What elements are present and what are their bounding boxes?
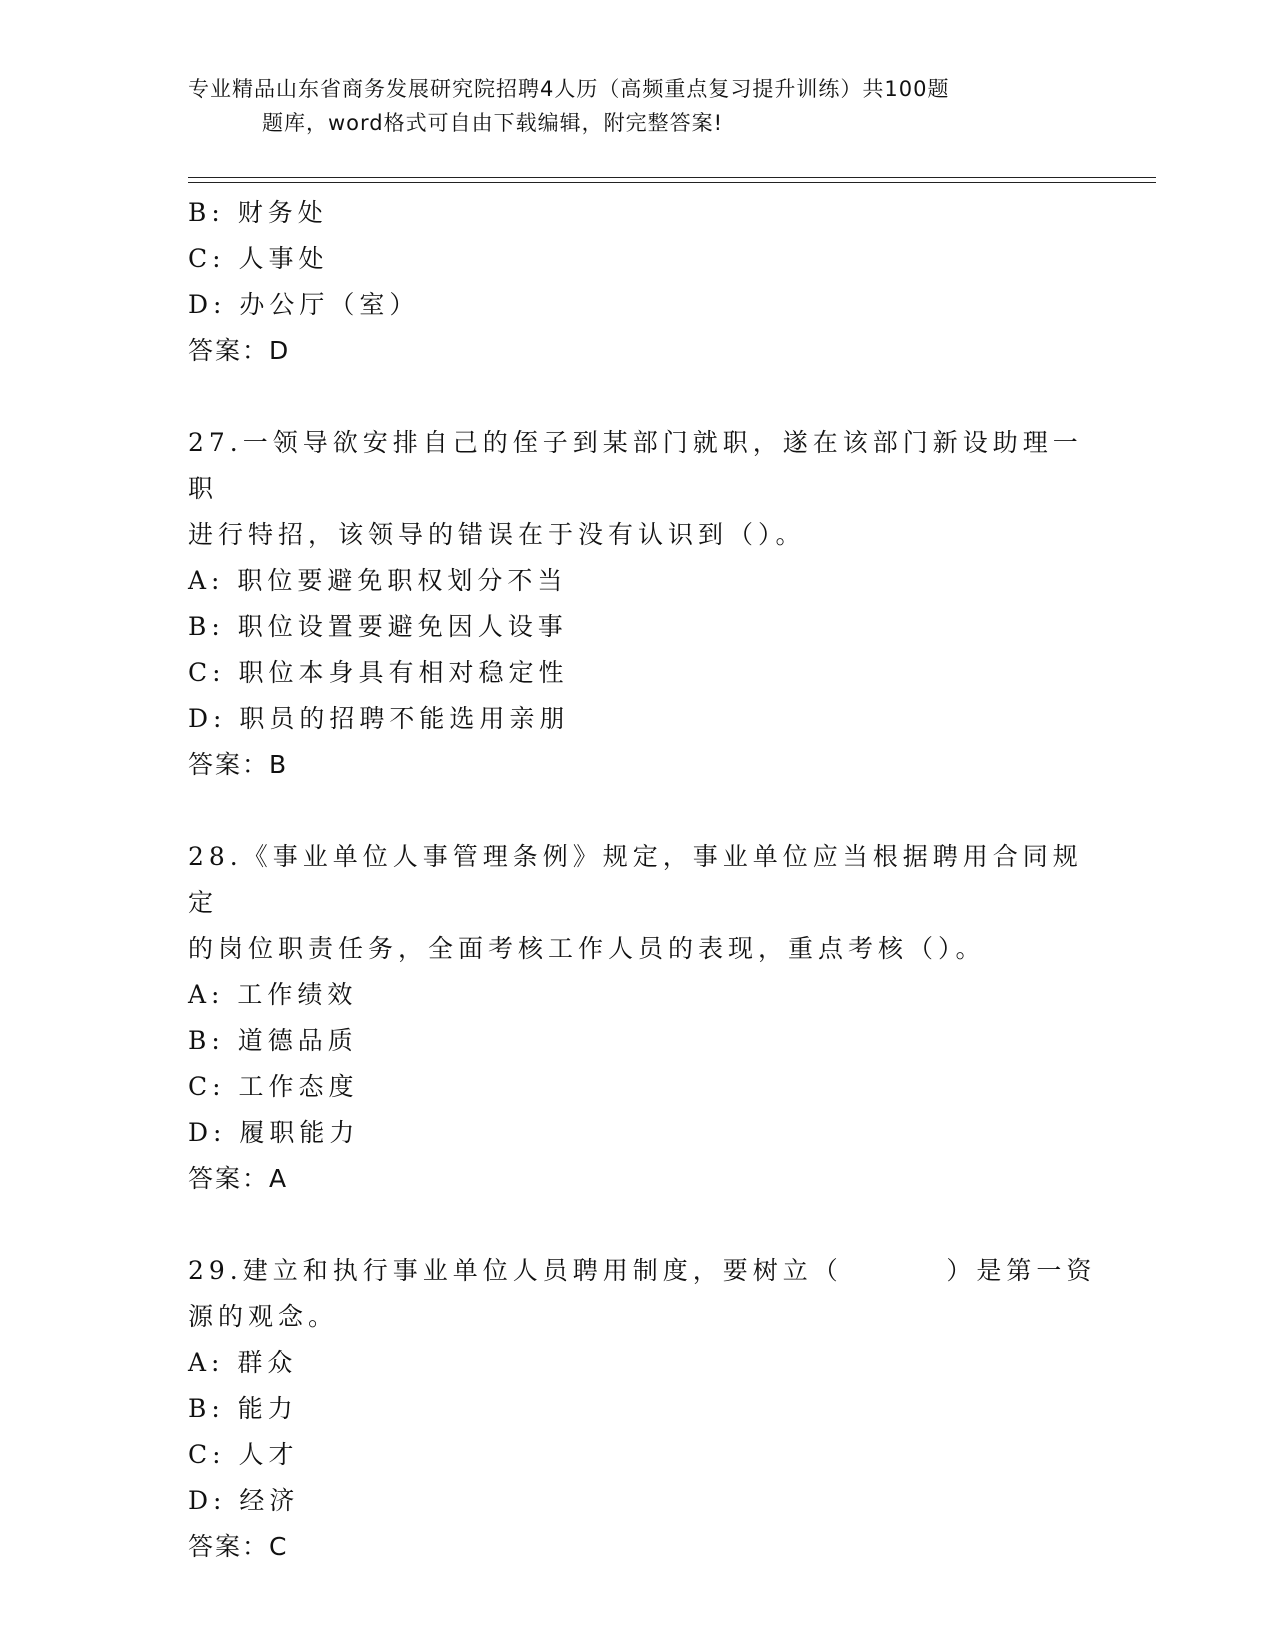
question-text-line-2: 进行特招，该领导的错误在于没有认识到（）。 [188, 520, 806, 549]
option-c: C: 人事处 [188, 244, 329, 273]
header-divider-bottom [188, 182, 1156, 183]
option-d: D: 办公厅（室） [188, 290, 420, 319]
option-d: D: 职员的招聘不能选用亲朋 [188, 704, 570, 733]
question-list [188, 190, 1097, 1570]
question-text-line-1: 29.建立和执行事业单位人员聘用制度，要树立（ ）是第一资 [188, 1256, 1097, 1285]
question-block-29 [188, 1248, 1097, 1570]
question-text-line-2: 的岗位职责任务，全面考核工作人员的表现，重点考核（）。 [188, 934, 986, 963]
answer-line: 答案：D [188, 336, 291, 365]
answer-line: 答案：B [188, 750, 289, 779]
question-block-27 [188, 420, 1088, 788]
option-d: D: 履职能力 [188, 1118, 360, 1147]
question-block-26 [188, 190, 1088, 374]
header-title-line-2: 题库，word格式可自由下载编辑，附完整答案! [262, 111, 724, 135]
question-text-line-1: 28.《事业单位人事管理条例》规定，事业单位应当根据聘用合同规定 [188, 842, 1083, 917]
option-b: B: 能力 [188, 1394, 298, 1423]
question-text-line-2: 源的观念。 [188, 1302, 339, 1331]
option-a: A: 群众 [188, 1348, 298, 1377]
option-c: C: 工作态度 [188, 1072, 359, 1101]
option-b: B: 道德品质 [188, 1026, 358, 1055]
question-text-line-1: 27.一领导欲安排自己的侄子到某部门就职，遂在该部门新设助理一职 [188, 428, 1083, 503]
option-c: C: 人才 [188, 1440, 299, 1469]
question-text [188, 834, 1088, 972]
header-divider-top [188, 177, 1156, 178]
question-text [188, 1248, 1097, 1340]
document-header [188, 72, 1088, 140]
question-block-28 [188, 834, 1088, 1202]
option-d: D: 经济 [188, 1486, 300, 1515]
answer-line: 答案：C [188, 1532, 289, 1561]
option-a: A: 工作绩效 [188, 980, 358, 1009]
option-a: A: 职位要避免职权划分不当 [188, 566, 568, 595]
answer-line: 答案：A [188, 1164, 289, 1193]
option-b: B: 职位设置要避免因人设事 [188, 612, 568, 641]
header-title-line-1: 专业精品山东省商务发展研究院招聘4人历（高频重点复习提升训练）共100题 [188, 77, 950, 101]
option-b: B: 财务处 [188, 198, 328, 227]
question-text [188, 420, 1088, 558]
option-c: C: 职位本身具有相对稳定性 [188, 658, 569, 687]
